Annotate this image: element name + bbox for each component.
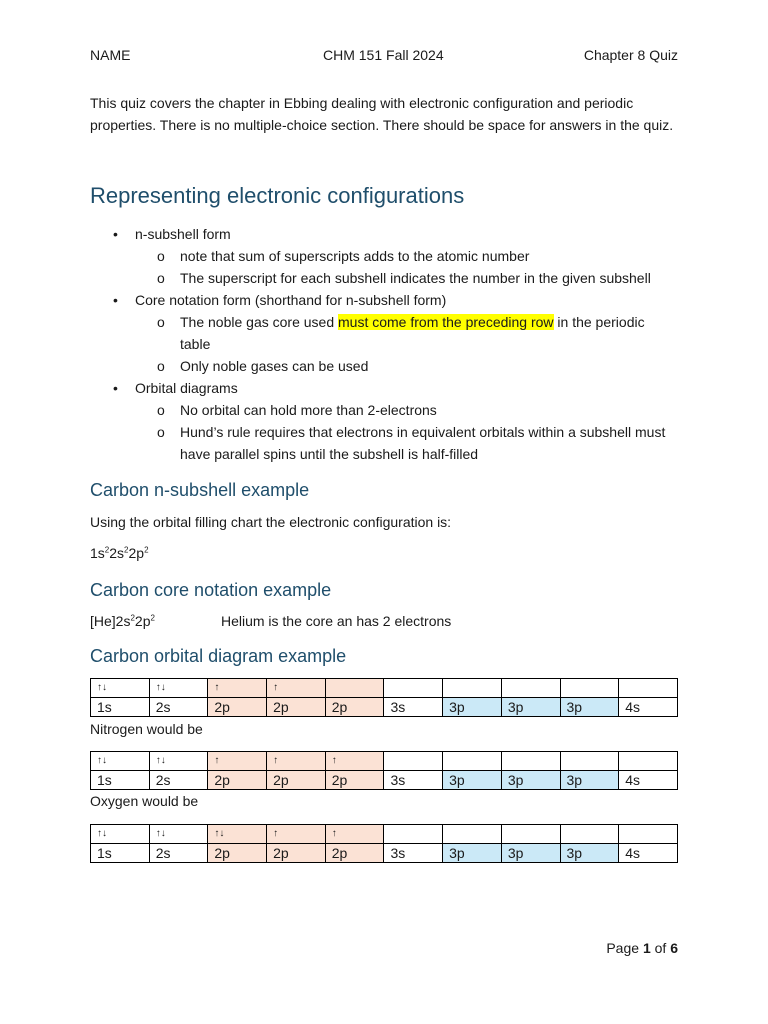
bullet-list — [90, 223, 678, 465]
list-item: o Hund’s rule requires that electrons in equivalent orbitals within a subshell must have parallel spins until the subshell is half-filled — [90, 421, 678, 465]
list-item: o The superscript for each subshell indicates the number in the given subshell — [90, 267, 678, 289]
page-footer: Page 1 of 6 — [606, 940, 678, 956]
nsubshell-heading: Carbon n-subshell example — [90, 480, 310, 500]
core-config: $[He]2s^22p^2$ Helium is the core an has 2 electrons — [90, 613, 452, 629]
list-item: o The noble gas core used must come from the preceding row in the periodic table — [90, 311, 678, 355]
intro-paragraph: This quiz covers the chapter in Ebbing dealing with electronic configuration and periodic properties. There is no multiple-choice section. There should be space for answers in the quiz. — [90, 95, 674, 133]
nsubshell-text: Using the orbital filling chart the electronic configuration is: — [90, 514, 452, 530]
sub-bullet-icon: o — [157, 270, 165, 286]
table-row: ↑↓ ↑↓ ↑↓ ↑ ↑ — [91, 825, 678, 844]
nitrogen-caption: Nitrogen would be — [90, 721, 203, 737]
table-row: 1s 2s 2p 2p 2p 3s 3p 3p 3p 4s — [91, 771, 678, 790]
list-item: o Only noble gases can be used — [90, 355, 678, 377]
bullet-icon: • — [113, 292, 118, 308]
list-item: • Core notation form (shorthand for n-subshell form) — [90, 289, 678, 311]
core-note: Helium is the core an has 2 electrons — [220, 613, 452, 629]
list-item: • Orbital diagrams — [90, 377, 678, 399]
sub-bullet-icon: o — [157, 402, 165, 418]
nsubshell-config: $1s^22s^22p^2$ — [90, 545, 149, 561]
sub-bullet-icon: o — [157, 358, 165, 374]
bullet-icon: • — [113, 380, 118, 396]
table-row: 1s 2s 2p 2p 2p 3s 3p 3p 3p 4s — [91, 844, 678, 863]
oxygen-caption: Oxygen would be — [90, 793, 199, 809]
table-row: ↑↓ ↑↓ ↑ ↑ ↑ — [91, 752, 678, 771]
highlighted-text: must come from the preceding row — [338, 314, 554, 330]
table-row: ↑↓ ↑↓ ↑ ↑ — [91, 679, 678, 698]
list-item: o No orbital can hold more than 2-electrons — [90, 399, 678, 421]
oxygen-orbital-table — [90, 824, 678, 863]
header-quiz: Chapter 8 Quiz — [583, 47, 678, 63]
list-item: • n-subshell form — [90, 223, 678, 245]
nitrogen-orbital-table — [90, 751, 678, 790]
carbon-orbital-table — [90, 678, 678, 717]
sub-bullet-icon: o — [157, 424, 165, 440]
section-title: Representing electronic configurations — [90, 183, 465, 208]
sub-bullet-icon: o — [157, 314, 165, 330]
sub-bullet-icon: o — [157, 248, 165, 264]
table-row: 1s 2s 2p 2p 2p 3s 3p 3p 3p 4s — [91, 698, 678, 717]
list-item: o note that sum of superscripts adds to the atomic number — [90, 245, 678, 267]
page-total: 6 — [670, 940, 678, 956]
header-name: NAME — [90, 47, 131, 63]
page-header — [90, 47, 678, 67]
core-heading: Carbon core notation example — [90, 580, 332, 600]
header-course: CHM 151 Fall 2024 — [323, 47, 444, 63]
page-number: 1 — [642, 940, 651, 956]
bullet-icon: • — [113, 226, 118, 242]
orbital-heading: Carbon orbital diagram example — [90, 646, 347, 666]
